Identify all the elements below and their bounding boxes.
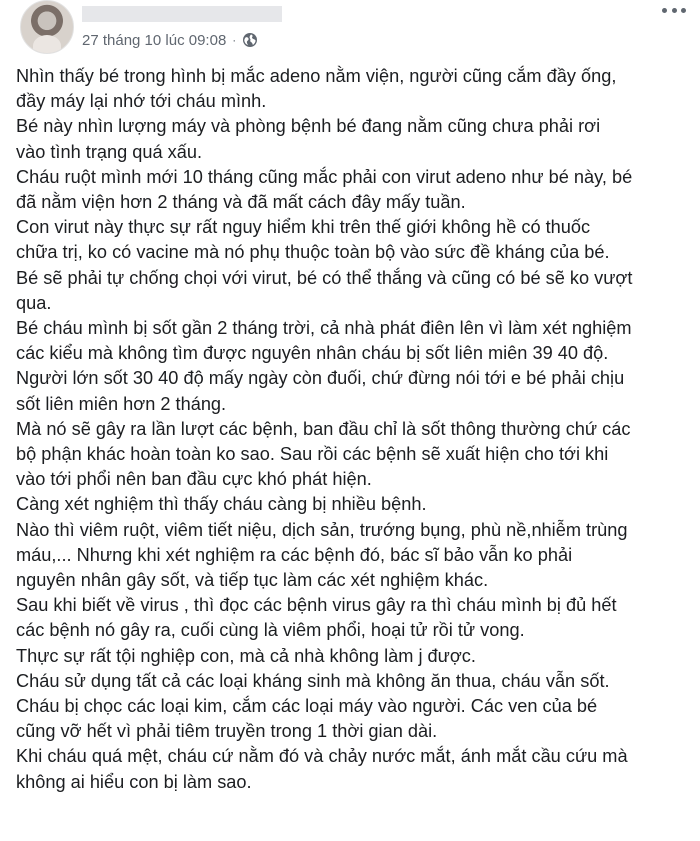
post-text-line: các kiểu mà không tìm được nguyên nhân cháu bị sốt liên miên 39 40 độ. (16, 343, 609, 364)
meta-separator: · (232, 33, 237, 47)
post-text-line: các bệnh nó gây ra, cuối cùng là viêm phổi, hoại tử rồi tử vong. (16, 620, 525, 641)
post-text-line: Càng xét nghiệm thì thấy cháu càng bị nhiều bệnh. (16, 494, 427, 515)
post-header (0, 0, 700, 55)
globe-icon[interactable] (242, 32, 258, 48)
post-text-line: vào tình trạng quá xấu. (16, 141, 203, 162)
post-text-line: Nhìn thấy bé trong hình bị mắc adeno nằm viện, người cũng cắm đầy ống, (16, 66, 617, 86)
post-text-line: Cháu sử dụng tất cả các loại kháng sinh mà không ăn thua, cháu vẫn sốt. (16, 670, 610, 691)
post-meta (82, 30, 258, 50)
post-text-line: bộ phận khác hoàn toàn ko sao. Sau rồi các bệnh sẽ xuất hiện cho tới khi (16, 444, 609, 465)
post-text-line: Bé cháu mình bị sốt gần 2 tháng trời, cả nhà phát điên lên vì làm xét nghiệm (16, 318, 632, 339)
post-text-line: vào tới phổi nên ban đầu cực khó phát hiện. (16, 469, 372, 490)
post-text-line: Nào thì viêm ruột, viêm tiết niệu, dịch sản, trướng bụng, phù nề,nhiễm trùng (16, 519, 628, 540)
more-options-icon[interactable] (662, 2, 686, 18)
post-text-line: chữa trị, ko có vacine mà nó phụ thuộc toàn bộ vào sức đề kháng của bé. (16, 242, 610, 263)
post-text-line: Bé này nhìn lượng máy và phòng bệnh bé đang nằm cũng chưa phải rơi (16, 116, 601, 137)
post-text-line: máu,... Nhưng khi xét nghiệm ra các bệnh đó, bác sĩ bảo vẫn ko phải (16, 544, 573, 565)
author-name-redacted[interactable] (82, 6, 282, 22)
post-text-line: Bé sẽ phải tự chống chọi với virut, bé có thể thắng và cũng có bé sẽ ko vượt (16, 267, 633, 288)
post-text-line: nguyên nhân gây sốt, và tiếp tục làm các xét nghiệm khác. (16, 570, 489, 591)
post-text-line: sốt liên miên hơn 2 tháng. (16, 393, 227, 414)
post-text-line: đã nằm viện hơn 2 tháng và đã mất cách đây mấy tuần. (16, 192, 466, 213)
post-text-line: Mà nó sẽ gây ra lần lượt các bệnh, ban đầu chỉ là sốt thông thường chứ các (16, 418, 631, 439)
post-text-line: Sau khi biết về virus , thì đọc các bệnh virus gây ra thì cháu mình bị đủ hết (16, 595, 617, 616)
post-body (16, 64, 688, 795)
post-text-line: Thực sự rất tội nghiệp con, mà cả nhà không làm j được. (16, 645, 476, 666)
post-text-line: đầy máy lại nhớ tới cháu mình. (16, 91, 267, 112)
post-text-line: Khi cháu quá mệt, cháu cứ nằm đó và chảy nước mắt, ánh mắt cầu cứu mà (16, 746, 628, 767)
post-text-line: Cháu bị chọc các loại kim, cắm các loại máy vào người. Các ven của bé (16, 696, 598, 717)
avatar[interactable] (20, 0, 74, 54)
post-text-line: Cháu ruột mình mới 10 tháng cũng mắc phải con virut adeno như bé này, bé (16, 166, 633, 187)
post-text-line: Người lớn sốt 30 40 độ mấy ngày còn đuối, chứ đừng nói tới e bé phải chịu (16, 368, 625, 389)
post-timestamp[interactable]: 27 tháng 10 lúc 09:08 (82, 31, 227, 49)
post-text-line: Con virut này thực sự rất nguy hiểm khi trên thế giới không hề có thuốc (16, 217, 591, 238)
post-text-line: cũng vỡ hết vì phải tiêm truyền trong 1 thời gian dài. (16, 721, 438, 742)
post-text-line: không ai hiểu con bị làm sao. (16, 771, 252, 792)
post-text-line: qua. (16, 292, 52, 313)
